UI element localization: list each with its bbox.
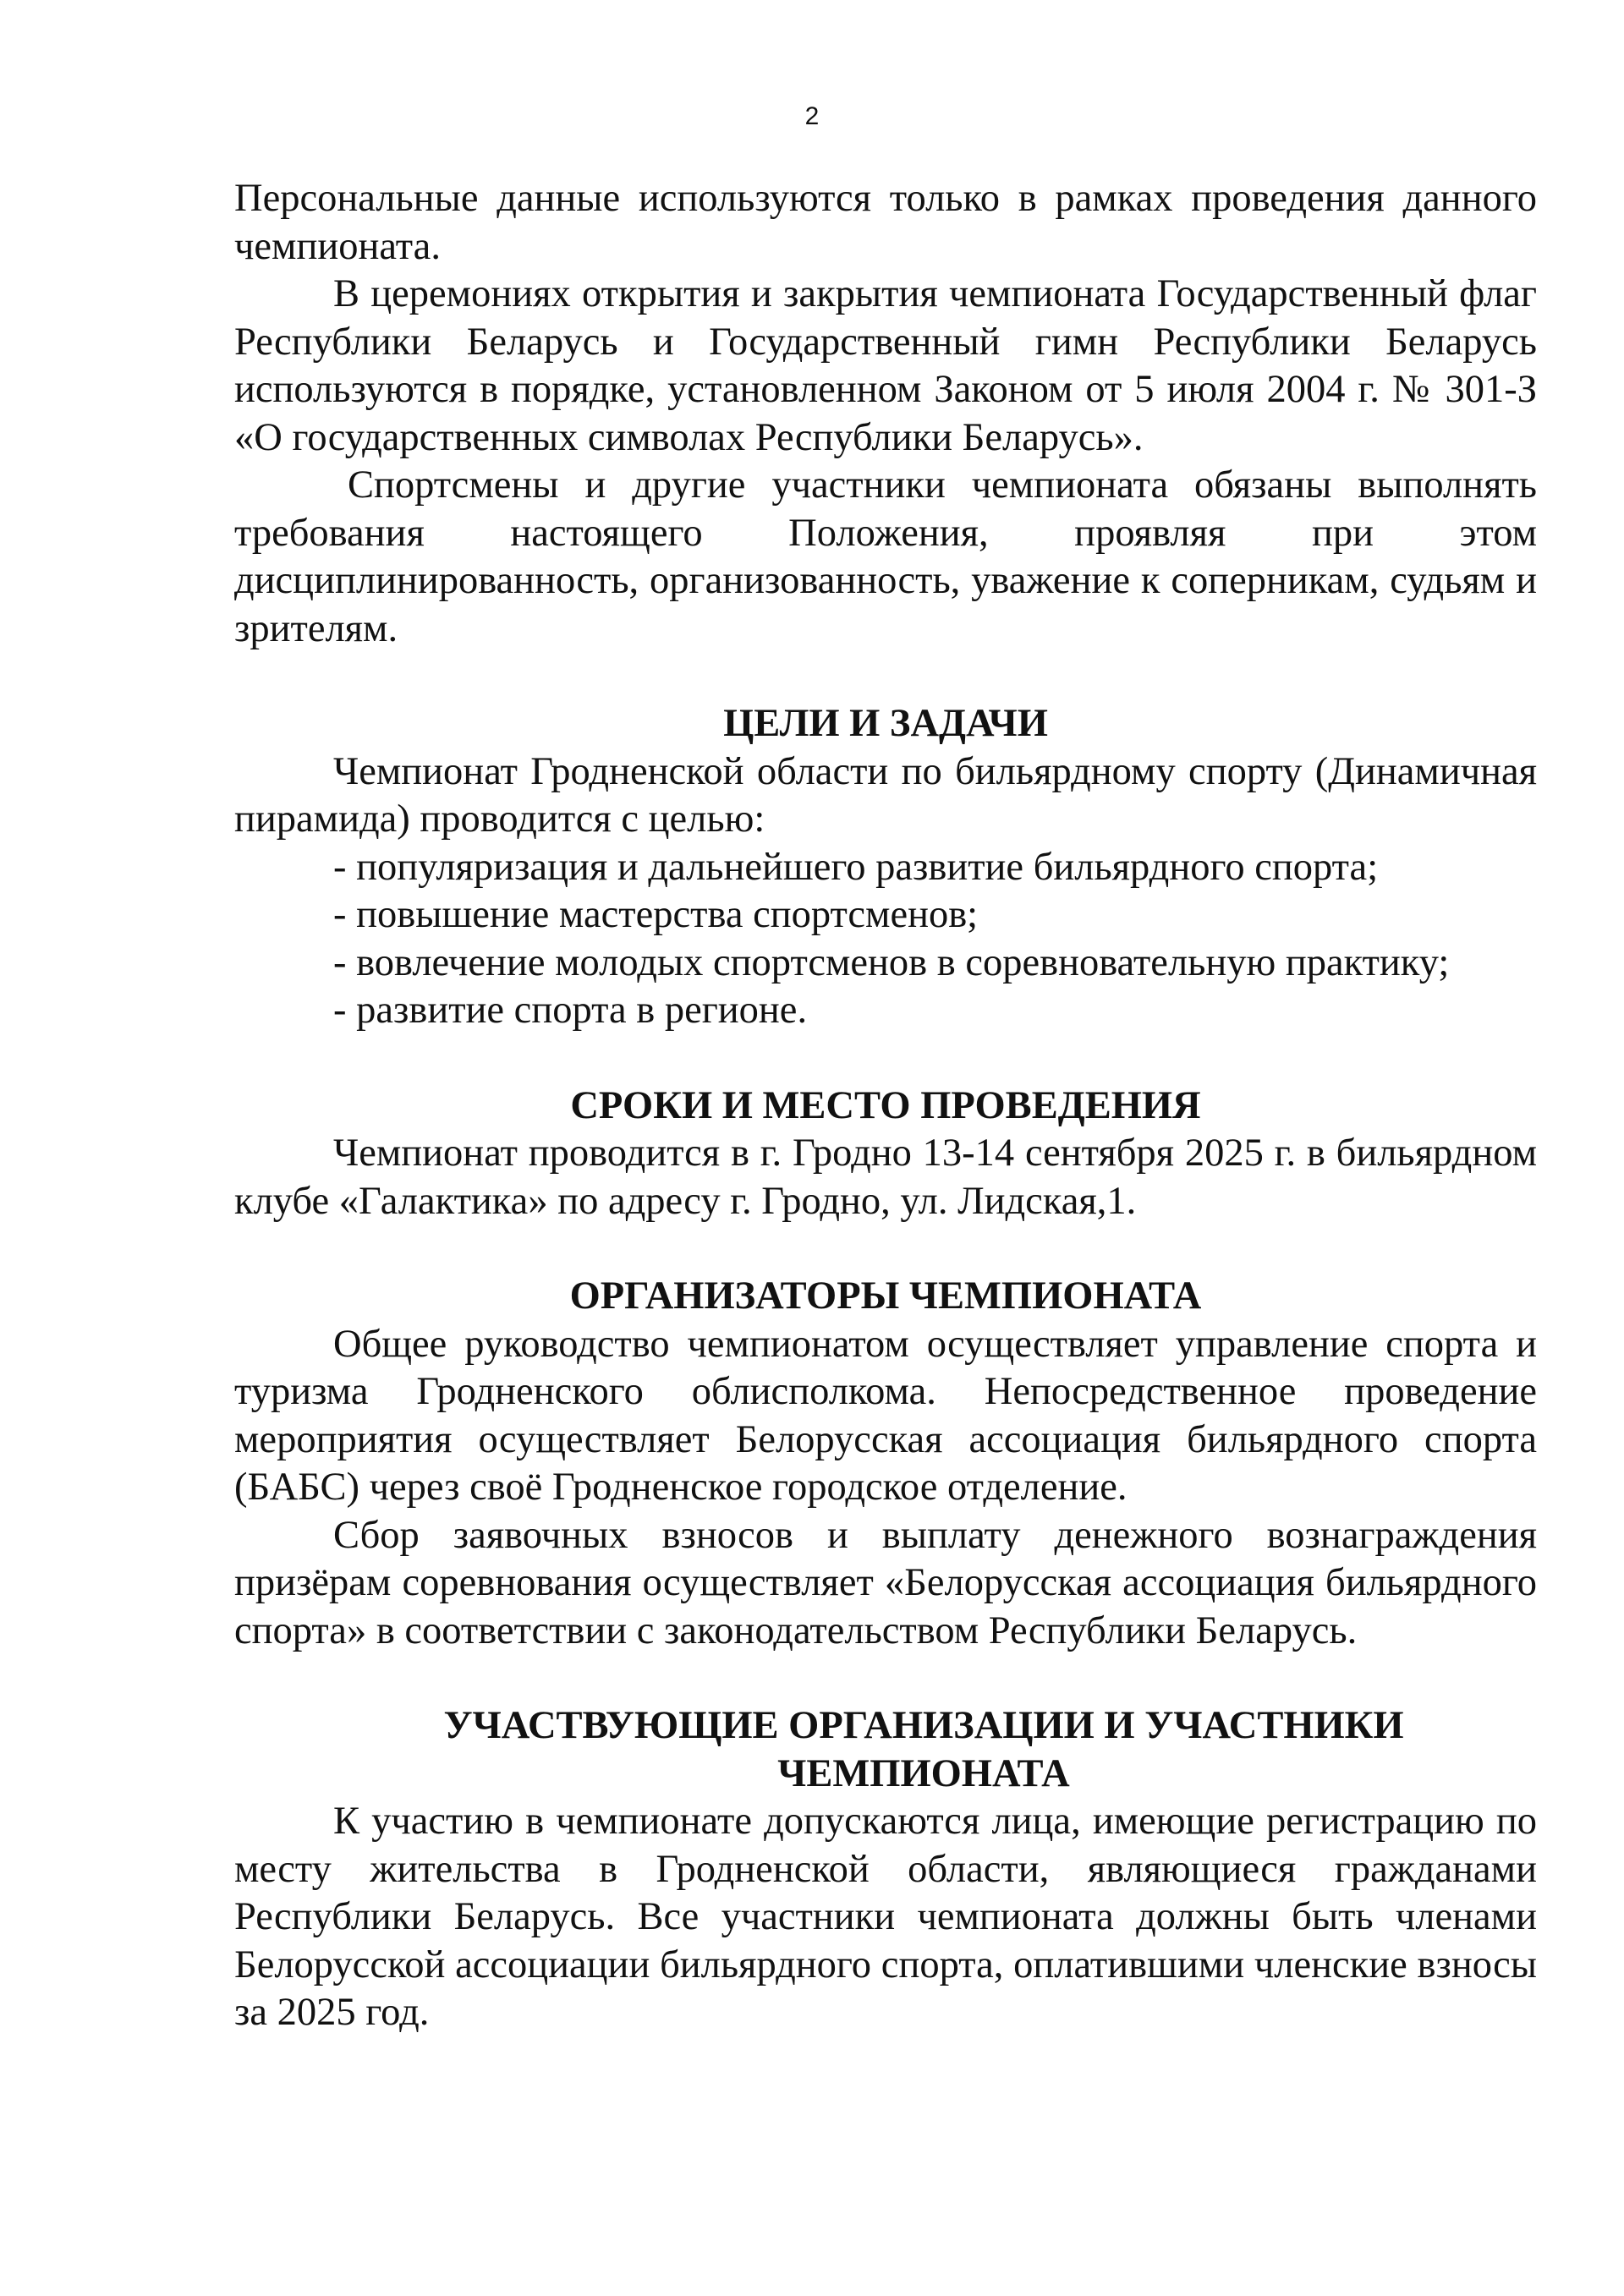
paragraph-fees-collection: Сбор заявочных взносов и выплату денежного вознаграждения призёрам соревнования осуществляет «Белорусская ассоциация бильярдного спорта» в соответствии с законодательством Республики Беларусь. bbox=[234, 1513, 1537, 1652]
paragraph-personal-data: Персональные данные используются только в рамках проведения данного чемпионата. bbox=[234, 177, 1537, 268]
section-title-participants-line1: УЧАСТВУЮЩИЕ ОРГАНИЗАЦИИ И УЧАСТНИКИ bbox=[443, 1704, 1404, 1747]
paragraph-general-management: Общее руководство чемпионатом осуществляет управление спорта и туризма Гродненского облисполкома. Непосредственное проведение мероприятия осуществляет Белорусская ассоциация бильярдного спорта (БАБС) через своё Гродненское городское отделение. bbox=[234, 1322, 1537, 1509]
section-title-participants-line2: ЧЕМПИОНАТА bbox=[777, 1751, 1070, 1795]
paragraph-ceremonies: В церемониях открытия и закрытия чемпионата Государственный флаг Республики Беларусь и Государственный гимн Республики Беларусь используются в порядке, установленном Законом от 5 июля 2004 г. № 301-З «О государственных символах Республики Беларусь». bbox=[234, 272, 1537, 459]
section-title-participants bbox=[234, 1702, 1537, 1798]
section-title-organizers: ОРГАНИЗАТОРЫ ЧЕМПИОНАТА bbox=[569, 1274, 1202, 1318]
paragraph-participants-duties: Спортсмены и другие участники чемпионата обязаны выполнять требования настоящего Положения, проявляя при этом дисциплинированность, организованность, уважение к соперникам, судьям и зрителям. bbox=[234, 463, 1537, 650]
goal-list-item: - повышение мастерства спортсменов; bbox=[333, 893, 979, 936]
paragraph-goals-intro: Чемпионат Гродненской области по бильярдному спорту (Динамичная пирамида) проводится с целью: bbox=[234, 749, 1537, 841]
document-body bbox=[234, 175, 1537, 2037]
section-title-dates-place: СРОКИ И МЕСТО ПРОВЕДЕНИЯ bbox=[570, 1083, 1201, 1127]
paragraph-dates-place: Чемпионат проводится в г. Гродно 13-14 сентября 2025 г. в бильярдном клубе «Галактика» по адресу г. Гродно, ул. Лидская,1. bbox=[234, 1132, 1537, 1223]
goal-list-item: - популяризация и дальнейшего развитие бильярдного спорта; bbox=[333, 845, 1379, 889]
goal-list-item: - вовлечение молодых спортсменов в соревновательную практику; bbox=[333, 940, 1450, 984]
paragraph-admission: К участию в чемпионате допускаются лица, имеющие регистрацию по месту жительства в Гродненской области, являющиеся гражданами Республики Беларусь. Все участники чемпионата должны быть членами Белорусской ассоциации бильярдного спорта, оплатившими членские взносы за 2025 год. bbox=[234, 1800, 1537, 2034]
goal-list-item: - развитие спорта в регионе. bbox=[333, 989, 808, 1032]
page-number: 2 bbox=[804, 102, 820, 130]
section-title-goals: ЦЕЛИ И ЗАДАЧИ bbox=[723, 702, 1048, 745]
